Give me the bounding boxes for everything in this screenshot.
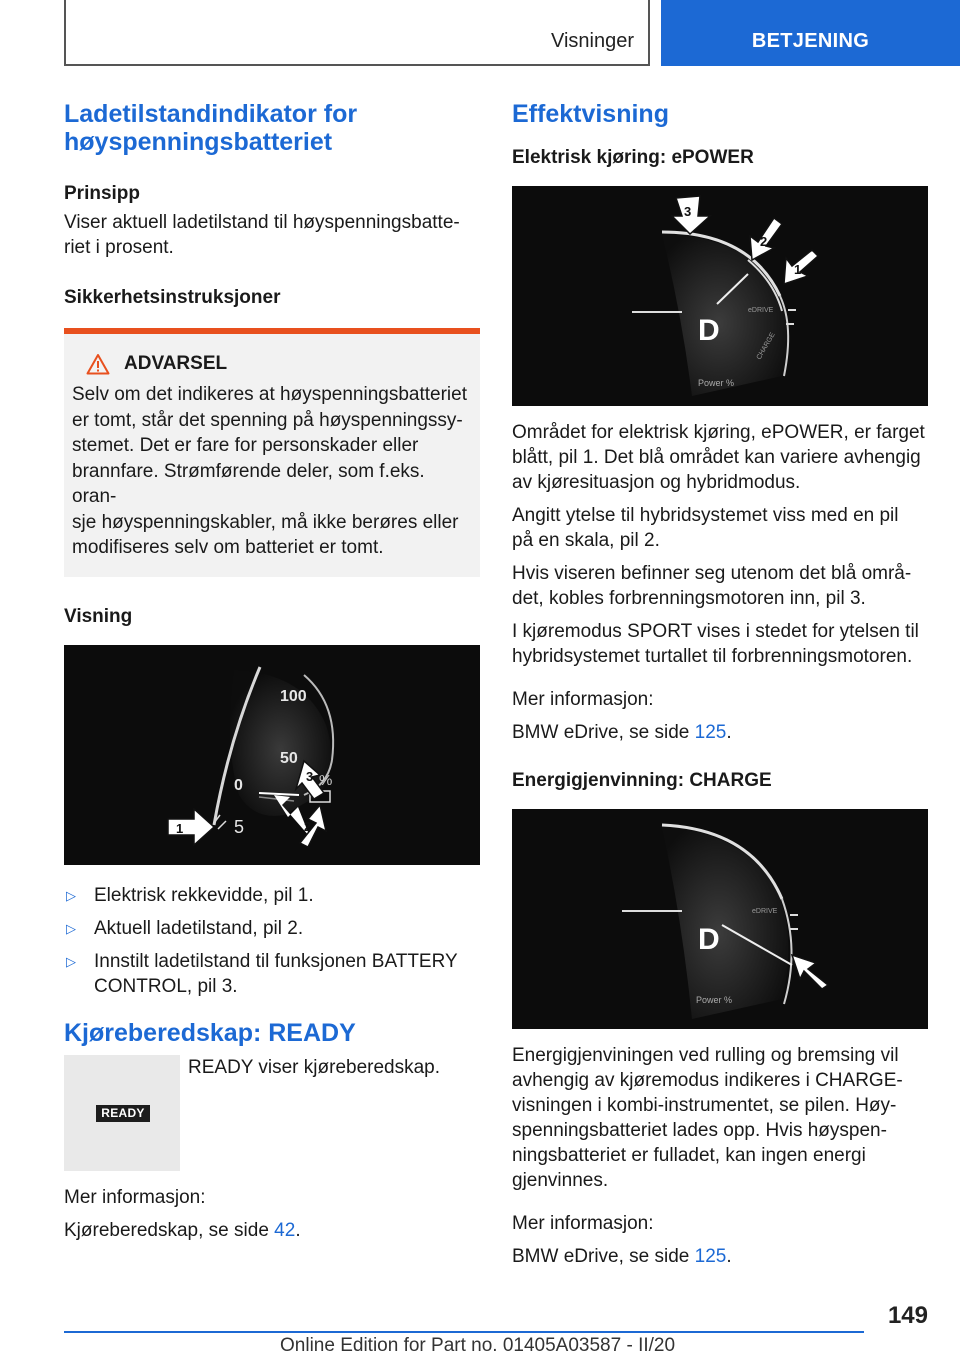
page-link-125[interactable]: 125 — [694, 1246, 727, 1267]
header-chapter-title: BETJENING — [751, 30, 870, 52]
power-display-title: Effektvisning — [512, 100, 669, 128]
svg-text:2: 2 — [304, 818, 312, 834]
edrive-label: eDRIVE — [752, 908, 778, 915]
gauge-label-50: 50 — [280, 749, 298, 767]
principle-heading: Prinsipp — [64, 183, 141, 204]
charge-heading: Energigjenvinning: CHARGE — [512, 770, 772, 791]
charge-figure — [512, 809, 928, 1029]
footer-divider — [64, 1331, 864, 1333]
ready-block — [64, 1055, 480, 1175]
epower-paragraph-3: Hvis viseren befinner seg utenom det blå områ- det, kobles forbrenningsmotoren inn, pil 3. — [512, 563, 912, 609]
warning-text: Selv om det indikeres at høyspenningsbatteriet er tomt, står det spenning på høyspenningssy- stemet. Det er fare for personskader eller brannfare. Strømførende deler, som f.eks. oran- sje høyspenningskabler, må ikke berøres eller modifiseres selv om batteriet er tomt. — [72, 384, 467, 558]
epower-gauge-illustration — [512, 186, 928, 406]
left-column — [64, 100, 480, 1243]
svg-text:2: 2 — [760, 234, 768, 249]
bullet-triangle-icon: ▷ — [66, 887, 76, 903]
svg-text:3: 3 — [684, 204, 692, 219]
charge-paragraph: Energigjenviningen ved rulling og bremsing vil avhengig av kjøremodus indikeres i CHARGE- visningen i kombi-instrumentet, se pilen. Høy- spenningsbatteriet lades opp. Hvis høyspen- ningsbatteriet er fulladet, kan ingen energi gjenvinnes. — [512, 1045, 903, 1191]
ready-badge: READY — [96, 1105, 150, 1122]
header-chapter-tab — [661, 0, 960, 66]
epower-paragraph-4: I kjøremodus SPORT vises i stedet for ytelsen til hybridsystemet turtallet til forbrenningsmotoren. — [512, 621, 919, 667]
header-section-box — [64, 0, 650, 66]
gauge-label-percent: % — [319, 771, 333, 789]
edrive-label: eDRIVE — [748, 307, 774, 314]
gear-indicator: D — [698, 923, 720, 956]
epower-heading: Elektrisk kjøring: ePOWER — [512, 147, 754, 168]
principle-text: Viser aktuell ladetilstand til høyspenningsbatte- riet i prosent. — [64, 212, 460, 258]
charge-label: CHARGE — [755, 331, 777, 361]
header-section-title: Visninger — [550, 30, 634, 52]
page-link-42[interactable]: 42 — [274, 1219, 296, 1241]
svg-text:1: 1 — [176, 820, 184, 836]
charge-gauge-illustration — [512, 809, 928, 1029]
more-info-label: Mer informasjon: — [64, 1186, 206, 1208]
footer-edition: Online Edition for Part no. 01405A03587 - II/20 — [280, 1335, 676, 1356]
edrive-reference-2: BMW eDrive, se side 125. — [512, 1246, 732, 1267]
ready-title: Kjøreberedskap: READY — [64, 1018, 356, 1047]
charge-indicator-title: Ladetilstandindikator for høyspenningsbatteriet — [64, 100, 358, 156]
warning-box — [64, 328, 480, 577]
safety-heading: Sikkerhetsinstruksjoner — [64, 287, 281, 308]
right-column — [512, 100, 928, 1269]
bullet-triangle-icon: ▷ — [66, 920, 76, 936]
more-info-label: Mer informasjon: — [512, 689, 654, 710]
epower-figure — [512, 186, 928, 406]
gauge-label-range: 5 — [234, 816, 245, 837]
gauge-label-0: 0 — [234, 776, 243, 794]
gauge-legend-list — [64, 883, 480, 999]
gauge-label-100: 100 — [280, 687, 307, 705]
ready-indicator-image — [64, 1055, 180, 1171]
power-percent-label: Power % — [696, 995, 733, 1005]
gear-indicator: D — [698, 314, 720, 347]
ready-description: READY viser kjøreberedskap. — [188, 1056, 441, 1078]
epower-paragraph-2: Angitt ytelse til hybridsystemet viss med en pil på en skala, pil 2. — [512, 505, 899, 551]
page-link-125[interactable]: 125 — [694, 722, 727, 743]
warning-title: ADVARSEL — [86, 352, 472, 376]
warning-triangle-icon — [86, 353, 110, 375]
battery-gauge-illustration — [64, 645, 480, 865]
list-item: ▷ Elektrisk rekkevidde, pil 1. — [66, 884, 314, 906]
page-number: 149 — [887, 1302, 928, 1329]
list-item: ▷ Aktuell ladetilstand, pil 2. — [66, 917, 304, 939]
svg-text:3: 3 — [306, 768, 314, 784]
list-item: ▷ Innstilt ladetilstand til funksjonen BATTERY CONTROL, pil 3. — [66, 950, 458, 997]
epower-paragraph-1: Området for elektrisk kjøring, ePOWER, er farget blått, pil 1. Det blå området kan variere avhengig av kjøresituasjon og hybridmodus. — [512, 422, 925, 493]
battery-gauge-figure — [64, 645, 480, 865]
ready-reference: Kjøreberedskap, se side 42. — [64, 1219, 301, 1241]
power-percent-label: Power % — [698, 378, 735, 388]
bullet-triangle-icon: ▷ — [66, 953, 76, 969]
edrive-reference-1: BMW eDrive, se side 125. — [512, 722, 732, 743]
svg-text:1: 1 — [794, 262, 802, 277]
display-heading: Visning — [64, 605, 133, 627]
more-info-label: Mer informasjon: — [512, 1213, 654, 1234]
